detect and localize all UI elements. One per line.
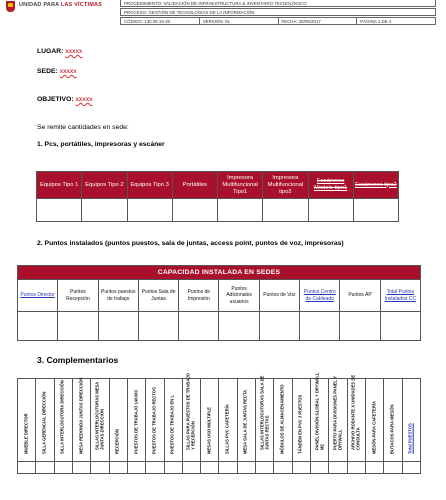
column-label: ARCHIVO RODANTE X UNIDADES DE CONSULTA [350, 374, 361, 450]
code-cell: CÓDIGO: 130.05.15-20 [121, 18, 200, 24]
table-cell[interactable] [274, 462, 292, 474]
section1-title: 1. Pcs, portátiles, impresoras y escáner [37, 141, 165, 148]
table-cell[interactable] [54, 462, 72, 474]
table-cell[interactable] [384, 462, 402, 474]
col-complementario [402, 379, 420, 462]
col-equipos-tipo2: Equipos Tipo 2 [82, 172, 127, 199]
col-escaneres-tipo1: Escáneres Modelo tipo1 [308, 172, 353, 199]
col-equipos-tipo3: Equipos Tipo 3 [127, 172, 172, 199]
section2-title: 2. Puntos instalados (puntos puestos, sala de juntas, access point, puntos de voz, impresoras) [37, 240, 344, 247]
objetivo-field [37, 96, 93, 103]
column-label: PUESTOS DE TRABAJO 140X60 [133, 390, 139, 455]
table-cell[interactable] [292, 462, 310, 474]
table-cell[interactable] [182, 462, 200, 474]
column-label: MESAS USO MÚLTIPLE [206, 407, 212, 455]
objetivo-value: xxxxx [75, 96, 93, 103]
col-complementario [54, 379, 72, 462]
column-label: SILLAS INTERLOCUTORAS MESA JUNTAS DIRECCIÓN [94, 381, 104, 450]
table-row [37, 199, 399, 222]
col-puntos-centro-cableado: Puntos Centro de Cableado [300, 280, 340, 312]
procedure-row: PROCEDIMIENTO: VALIDACIÓN DE INFRAESTRUCTURA & INVENTARIO TECNOLÓGICO [120, 0, 436, 7]
col-escaneres-tipo2: Escáneres tipo2 [353, 172, 398, 199]
column-label: MESA SALA DE JUNTAS RECTA [243, 390, 249, 455]
table-cell[interactable] [146, 462, 164, 474]
column-label: SILLA GERENCIAL DIRECCIÓN [41, 392, 47, 455]
table-cell[interactable] [201, 462, 219, 474]
col-complementario [127, 379, 145, 462]
column-label: MESÓN PARA CAFETERÍA [371, 401, 377, 455]
col-complementario [18, 379, 36, 462]
col-puntos-impresion: Puntos de Impresión [179, 280, 219, 312]
table-cell[interactable] [311, 462, 329, 474]
col-complementario [182, 372, 200, 462]
col-complementario [36, 379, 54, 462]
column-label: SILLAS INTERLOCUTORAS SALA DE JUNTAS RECTAS [259, 375, 269, 450]
column-label: SILLAS PARA PUESTOS DE TRABAJO Y RECEPCIÓN [185, 372, 196, 450]
col-complementario [384, 379, 402, 462]
objetivo-label: OBJETIVO: [37, 96, 74, 103]
column-label: MESA REDONDA JUNTAS DIRECCIÓN [78, 378, 84, 455]
col-puntos-recepcion: Puntos Recepción [58, 280, 98, 312]
col-puntos-puestos: Puntos puestos de trabajo [98, 280, 138, 312]
col-puntos-sala-juntas: Puntos Sala de Juntas [138, 280, 178, 312]
col-complementario [274, 379, 292, 462]
date-cell: FECHA: 25/05/2017 [279, 18, 358, 24]
col-complementario [91, 379, 109, 462]
col-complementario [219, 379, 237, 462]
organization-logo [6, 1, 118, 13]
col-total-puntos: Total Puntos Instalados CC [380, 280, 420, 312]
column-label: RECEPCIÓN [114, 429, 120, 455]
intro-text: Se remite cantidades en sede: [37, 124, 129, 131]
col-puntos-voz: Puntos de Voz [259, 280, 299, 312]
lugar-field [37, 48, 82, 55]
lugar-value: xxxxx [65, 48, 83, 55]
column-label: SILLAS PVC CAFETERÍA [224, 404, 230, 455]
column-label: PUESTOS DE TRABAJO EN L [169, 395, 175, 455]
column-label: MÓDULOS DE ALMACENAMIENTO [279, 384, 285, 455]
col-puntos-director: Puntos Director [18, 280, 58, 312]
table-cell[interactable] [402, 462, 420, 474]
column-label: PANEL DIVISIÓN GLOBAL + DRYWALL M2 [314, 372, 324, 450]
col-complementario [292, 379, 310, 462]
document-header [0, 0, 446, 27]
section3-title: 3. Complementarios [37, 355, 119, 365]
column-label: PUERTO PARA DIVISIONES PANEL Y DRYWALL [332, 375, 342, 450]
col-complementario [201, 379, 219, 462]
table-cell[interactable] [365, 462, 383, 474]
table-cell[interactable] [109, 462, 127, 474]
meta-row [120, 17, 436, 25]
table-cell[interactable] [36, 462, 54, 474]
sede-label: SEDE: [37, 68, 58, 75]
table-cell[interactable] [237, 462, 255, 474]
col-impresora-tipo2: Impresora Multifuncional tipo2 [263, 172, 308, 199]
col-complementario [72, 379, 90, 462]
table-cell[interactable] [329, 462, 347, 474]
col-impresora-tipo1: Impresora Multifuncional Tipo1 [218, 172, 263, 199]
sede-value: xxxxx [59, 68, 77, 75]
column-label: PUESTOS DE TRABAJO RECTOS [151, 387, 157, 455]
table-cell[interactable] [18, 462, 36, 474]
capacity-caption: CAPACIDAD INSTALADA EN SEDES [18, 266, 421, 280]
col-complementario [256, 375, 274, 462]
col-complementario [347, 374, 365, 462]
sede-field [37, 68, 77, 75]
col-complementario [146, 379, 164, 462]
column-label: Total PUESTOS [407, 423, 413, 455]
complementary-table [17, 372, 421, 474]
table-cell[interactable] [164, 462, 182, 474]
column-label: BUTACOS PARA MESÓN [389, 404, 395, 455]
equipment-table [36, 171, 399, 222]
logo-highlight: LAS VÍCTIMAS [60, 2, 103, 8]
col-complementario [109, 379, 127, 462]
table-cell[interactable] [72, 462, 90, 474]
logo-text: UNIDAD PARA [19, 2, 61, 8]
table-row [18, 312, 421, 341]
col-complementario [329, 375, 347, 462]
column-label: TÁNDEM EN PVC 3 PUESTOS [298, 395, 304, 455]
col-complementario [164, 379, 182, 462]
table-cell[interactable] [347, 462, 365, 474]
col-complementario [311, 372, 329, 462]
table-cell[interactable] [127, 462, 145, 474]
capacity-table [17, 265, 421, 341]
page-cell: PÁGINA 1 DE 4 [360, 19, 392, 24]
column-label: MUEBLE DIRECTOR [23, 413, 29, 455]
shield-icon [6, 1, 15, 12]
table-cell[interactable] [219, 462, 237, 474]
column-label: SILLA INTERLOCUTORA DIRECCIÓN [59, 380, 65, 455]
table-cell[interactable] [256, 462, 274, 474]
table-cell[interactable] [91, 462, 109, 474]
col-puntos-adicionales: Puntos Adicionales usuarios [219, 280, 259, 312]
version-cell: VERSIÓN: 01 [200, 18, 279, 24]
table-row [18, 462, 421, 474]
process-row: PROCESO: GESTIÓN DE TECNOLOGÍAS DE LA INFORMACIÓN [120, 8, 436, 16]
lugar-label: LUGAR: [37, 48, 64, 55]
col-complementario [237, 379, 255, 462]
col-equipos-tipo1: Equipos Tipo 1 [37, 172, 82, 199]
col-complementario [365, 379, 383, 462]
col-portatiles: Portátiles [172, 172, 217, 199]
col-puntos-ap: Puntos AP [340, 280, 380, 312]
